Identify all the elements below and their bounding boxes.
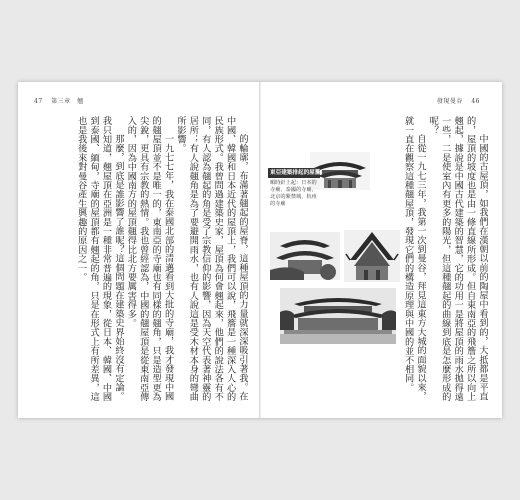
thai-roof-illustration bbox=[344, 230, 400, 282]
palace-illustration bbox=[280, 288, 396, 344]
right-paragraph: 自從一九七三年，我第一次到曼谷，拜見這東方大城的面貌以來，就一直在觀察這種翹屋頂，發現它們的構造原理與中國的並不相同。 bbox=[402, 116, 426, 402]
caption-text: 順時針上起：日本的寺廟、泰國的寺廟、北京的紫禁城、杭州的寺廟 bbox=[270, 180, 317, 207]
left-chapter-title: 第三章 翹 bbox=[51, 98, 84, 105]
right-running-head bbox=[437, 96, 486, 105]
thai-temple-photo bbox=[344, 230, 400, 282]
book-gutter bbox=[259, 82, 261, 418]
right-paragraph: 中國的古屋頂，如我們在漢朝以前的陶屋中看到的，大抵都是平直的，屋頂的坡度也是由一條直線所形成。但自東南亞的飛簷之所以向上翹起，據說是中國古代建築的智慧，它的功用一是將屋頂的雨水拋得遠一些，二是使室內有更多的陽光，但這種翹起的曲線到底是怎麼形成的呢？ bbox=[427, 116, 488, 402]
pagoda-illustration bbox=[270, 232, 340, 280]
book-spread bbox=[18, 82, 502, 418]
left-running-head bbox=[34, 96, 90, 105]
right-page-number: 46 bbox=[471, 98, 480, 105]
right-page-text bbox=[400, 116, 488, 408]
left-paragraph: 一九七七年，我在泰國北部的清邁看到大批的寺廟，我才發現中國的翹屋頂並不是唯一的，東南亞的寺廟也有同樣的翹角，只是造型更為尖銳，更具有宗教的熱情。我也曾經認為，中國的翹屋頂是從東南亞傳入的，因為中國南方的屋頂翹得比北方要厲害得多。 bbox=[125, 116, 174, 402]
left-paragraph: 的輪廓，布滿著翹起的屋脊，這種屋頂的力量就深深吸引著我。在中國、韓國和日本近代的屋頂上，我們可以說，飛簷是一種深入人心的民族形式。我曾問過建築史家，屋頂為何會翹起來，他們的說法各有不同，有人認為翹起的角是受了宗教信仰的影響，因為天空代表著神靈的居所；有人說翹角是為了要避開雨水，也有人說這是受木材本身的彎曲所影響。 bbox=[174, 116, 248, 402]
left-page-number: 47 bbox=[34, 98, 43, 105]
figure-caption bbox=[268, 168, 320, 208]
forbidden-city-photo bbox=[280, 288, 396, 344]
left-paragraph: 那麼，到底是誰影響了誰呢？這個問題在建築史界始終沒有定論。我只知道，翹屋頂在亞洲是一種非常普遍的現象，從日本、韓國、中國到泰國、緬甸，寺廟的屋頂都有翹起的角，只是在形式上有所差異，這也是我後來對曼谷產生興趣的原因之一。 bbox=[75, 116, 124, 402]
left-page-text bbox=[44, 116, 248, 408]
caption-title: 東亞建築排起的屋簷 bbox=[270, 170, 321, 176]
hangzhou-temple-photo bbox=[270, 232, 340, 280]
right-book-title: 發現曼谷 bbox=[436, 98, 463, 105]
